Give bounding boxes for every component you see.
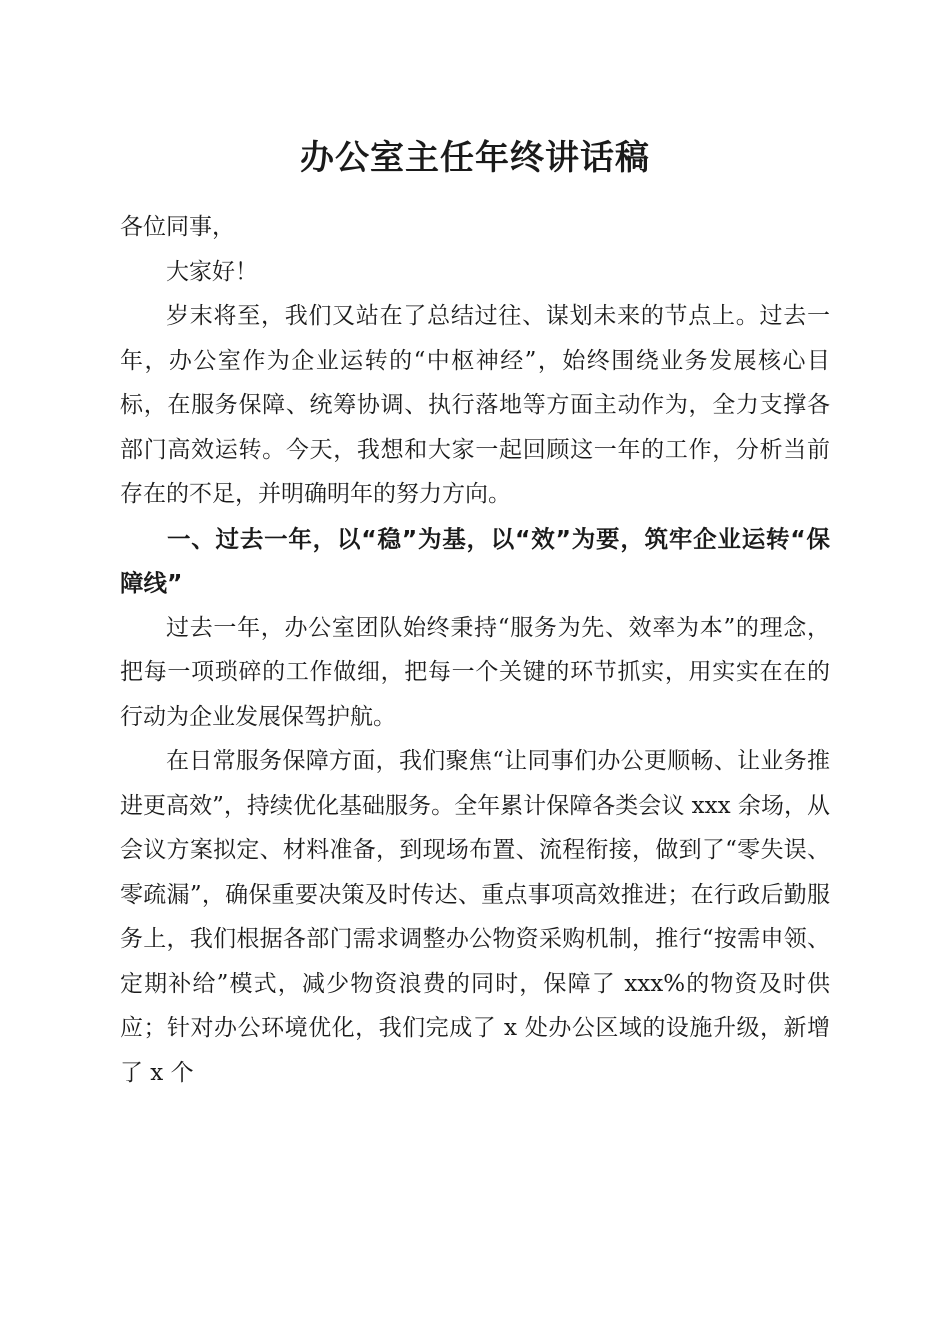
greeting: 大家好！ — [166, 258, 258, 285]
section1-paragraph-1: 过去一年，办公室团队始终秉持“服务为先、效率为本”的理念，把每一项琐碎的工作做细，把每一个关键的环节抓实，用实实在在的行动为企业发展保驾护航。 — [120, 614, 830, 730]
salutation: 各位同事， — [120, 214, 235, 240]
section1-paragraph-2: 在日常服务保障方面，我们聚焦“让同事们办公更顺畅、让业务推进更高效”，持续优化基础服务。全年累计保障各类会议 xxx 余场，从会议方案拟定、材料准备，到现场布置、流程衔接，做到了“零失误、零疏漏”，确保重要决策及时传达、重点事项高效推进；在行政后勤服务上，我们根据各部门需求调整办公物资采购机制，推行“按需申领、定期补给”模式，减少物资浪费的同时，保障了 xxx%的物资及时供应；针对办公环境优化，我们完成了 x 处办公区域的设施升级，新增了 x 个 — [120, 748, 830, 1086]
intro-paragraph: 岁末将至，我们又站在了总结过往、谋划未来的节点上。过去一年，办公室作为企业运转的“中枢神经”，始终围绕业务发展核心目标，在服务保障、统筹协调、执行落地等方面主动作为，全力支撑各部门高效运转。今天，我想和大家一起回顾这一年的工作，分析当前存在的不足，并明确明年的努力方向。 — [120, 303, 830, 507]
document-body — [120, 205, 830, 1095]
document-title: 办公室主任年终讲话稿 — [300, 138, 650, 178]
section-heading-1: 一、过去一年，以“稳”为基，以“效”为要，筑牢企业运转“保障线” — [120, 524, 830, 597]
